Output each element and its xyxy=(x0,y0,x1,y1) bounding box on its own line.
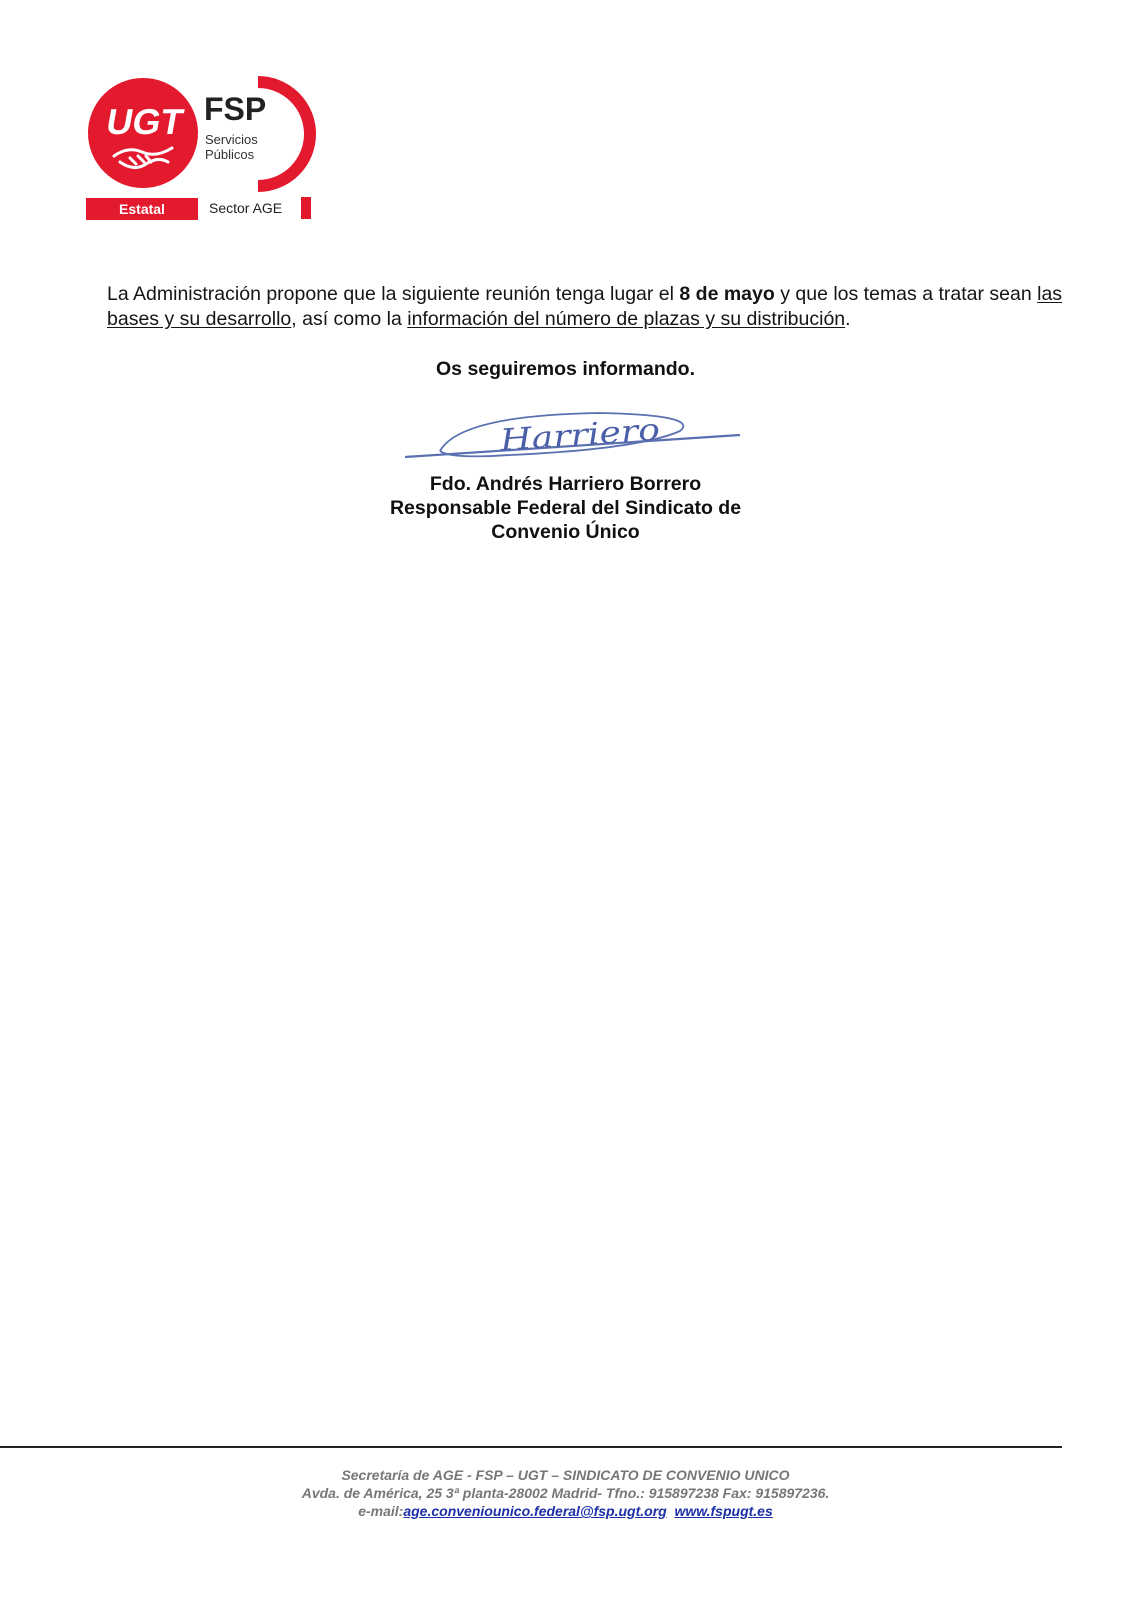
signature-image xyxy=(400,405,760,471)
topic-bases: las bases y su desarrollo xyxy=(107,282,1063,330)
body-part-3: , así como la xyxy=(291,307,408,330)
signer-block xyxy=(0,472,1131,544)
fsp-subtitle-2: Públicos xyxy=(205,147,255,162)
signature-handwriting: Harriero xyxy=(499,414,634,459)
meeting-date: 8 de mayo xyxy=(679,282,775,305)
website-link[interactable]: www.fspugt.es xyxy=(674,1503,773,1519)
sector-label: Sector AGE xyxy=(209,200,283,216)
body-part-2: y que los temas a tratar sean xyxy=(774,282,1038,305)
ugt-mark-text: UGT xyxy=(103,101,187,142)
footer xyxy=(0,1466,1131,1520)
closing-line: Os seguiremos informando. xyxy=(436,358,695,380)
body-part-4: . xyxy=(845,307,851,330)
footer-line-1: Secretaría de AGE - FSP – UGT – SINDICATO DE CONVENIO UNICO xyxy=(341,1467,790,1483)
fsp-subtitle-1: Servicios xyxy=(205,132,258,147)
footer-divider xyxy=(0,1446,1062,1448)
fsp-name: FSP xyxy=(204,91,267,127)
body-paragraph xyxy=(107,282,1067,332)
email-link[interactable]: age.conveniounico.federal@fsp.ugt.org xyxy=(403,1503,667,1519)
footer-line-3 xyxy=(0,1502,1131,1520)
email-label: e-mail: xyxy=(358,1503,404,1519)
signer-role-2: Convenio Único xyxy=(491,521,640,543)
body-part-1: La Administración propone que la siguiente reunión tenga lugar el xyxy=(107,282,680,305)
signer-role-1: Responsable Federal del Sindicato de xyxy=(389,497,742,519)
estatal-badge: Estatal xyxy=(119,201,165,217)
sector-bar xyxy=(301,197,311,219)
topic-plazas: información del número de plazas y su distribución xyxy=(407,307,846,330)
ugt-fsp-logo xyxy=(86,76,331,228)
footer-line-2: Avda. de América, 25 3ª planta-28002 Madrid- Tfno.: 915897238 Fax: 915897236. xyxy=(301,1485,830,1501)
signer-name: Fdo. Andrés Harriero Borrero xyxy=(429,473,702,495)
